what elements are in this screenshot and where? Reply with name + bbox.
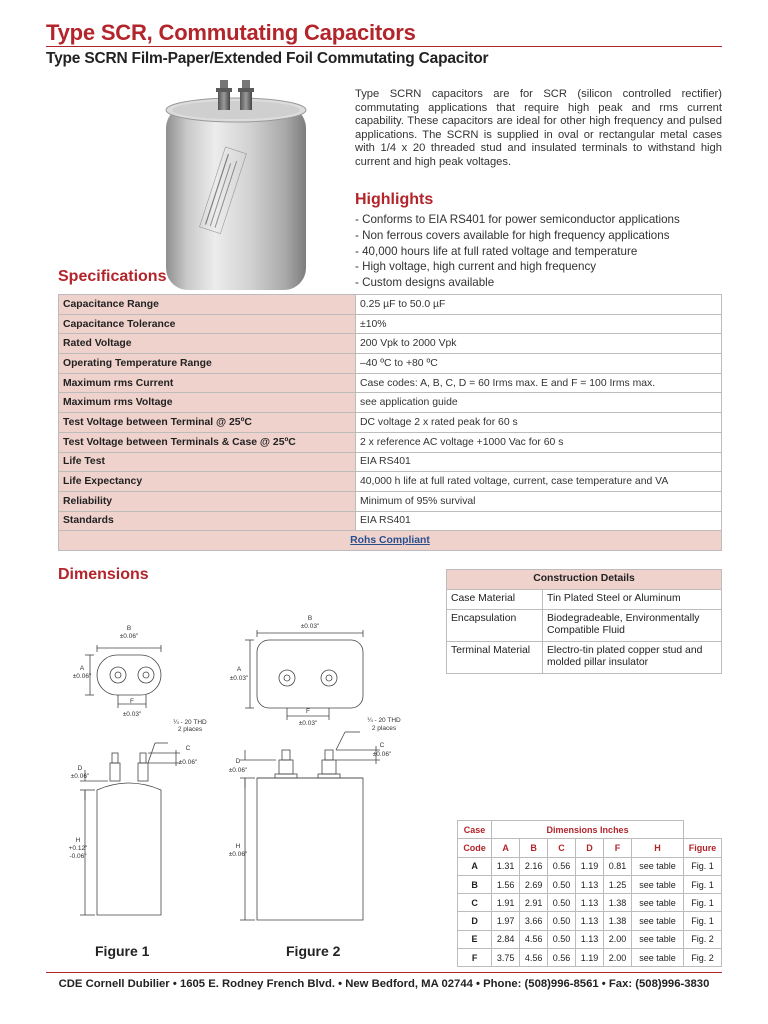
table-cell: 1.25 (604, 875, 632, 893)
table-row (59, 295, 722, 315)
highlights-list (355, 212, 725, 291)
table-row (59, 432, 722, 452)
spec-label: Rated Voltage (59, 334, 356, 354)
fig2-thread-label: ¼ - 20 THD (367, 717, 401, 724)
fig1-top-view (97, 655, 161, 695)
column-header: H (632, 839, 684, 857)
fig2-c-label: C (379, 742, 385, 749)
table-cell: 1.97 (492, 912, 520, 930)
table-cell: 0.50 (548, 912, 576, 930)
fig1-d-tolerance: ±0.06" (70, 773, 90, 780)
fig2-c-tolerance: ±0.06" (372, 751, 392, 758)
spec-label: Capacitance Tolerance (59, 314, 356, 334)
fig1-thread-label: ¼ - 20 THD (173, 719, 207, 726)
fig1-a-label: A (79, 665, 85, 672)
table-row (59, 314, 722, 334)
table-row (59, 511, 722, 531)
table-row (447, 590, 722, 610)
intro-paragraph: Type SCRN capacitors are for SCR (silicon controlled rectifier) commutating applications that require high peak and rms current capability. These capacitors are ideal for other high frequency and pulsed applications. The SCRN is supplied in oval or rectangular metal cases with 1/4 x 20 threaded stud and insulated terminals to withstand high current and high peak voltages. (355, 88, 722, 168)
spec-value: see application guide (356, 393, 722, 413)
spec-value: EIA RS401 (356, 452, 722, 472)
spec-value: 200 Vpk to 2000 Vpk (356, 334, 722, 354)
table-cell: 1.13 (576, 875, 604, 893)
table-row (59, 334, 722, 354)
column-header: C (548, 839, 576, 857)
spec-label: Test Voltage between Terminals & Case @ 25ºC (59, 432, 356, 452)
spec-label: Maximum rms Current (59, 373, 356, 393)
specifications-heading: Specifications (58, 268, 167, 285)
table-row (458, 912, 722, 930)
table-cell: 0.56 (548, 857, 576, 875)
list-item: - Non ferrous covers available for high frequency applications (355, 228, 670, 242)
table-cell: 1.31 (492, 857, 520, 875)
highlights-heading: Highlights (355, 191, 434, 208)
spec-label: Operating Temperature Range (59, 354, 356, 374)
construction-label: Encapsulation (447, 609, 543, 641)
fig1-d-label: D (77, 765, 83, 772)
table-cell: 2.00 (604, 949, 632, 967)
table-row (458, 949, 722, 967)
table-cell: Fig. 2 (684, 930, 722, 948)
figure-2-caption: Figure 2 (286, 943, 341, 959)
table-cell: 0.50 (548, 875, 576, 893)
capacitor-photo (150, 80, 320, 290)
table-row (59, 452, 722, 472)
table-cell: 1.13 (576, 894, 604, 912)
construction-value: Biodegradeable, Environmentally Compatible Fluid (543, 609, 722, 641)
rohs-row (59, 531, 722, 551)
column-header: B (520, 839, 548, 857)
spec-label: Reliability (59, 491, 356, 511)
table-row (458, 857, 722, 875)
case-code: F (458, 949, 492, 967)
fig1-h-tolerance-minus: -0.06" (69, 853, 87, 860)
construction-table (446, 569, 722, 674)
table-cell: Fig. 1 (684, 875, 722, 893)
table-row (458, 821, 722, 839)
fig1-h-tolerance-plus: +0.12" (68, 845, 88, 852)
table-row (458, 894, 722, 912)
table-cell: 2.00 (604, 930, 632, 948)
table-row (458, 875, 722, 893)
fig2-d-tolerance: ±0.06" (228, 767, 248, 774)
table-cell: see table (632, 857, 684, 875)
table-cell: 0.81 (604, 857, 632, 875)
list-item: - Custom designs available (355, 276, 495, 290)
case-code: C (458, 894, 492, 912)
spec-label: Life Expectancy (59, 472, 356, 492)
table-row (59, 373, 722, 393)
spec-value: ±10% (356, 314, 722, 334)
table-cell: see table (632, 875, 684, 893)
table-cell: 4.56 (520, 949, 548, 967)
fig2-b-label: B (307, 615, 313, 622)
table-cell: Fig. 1 (684, 894, 722, 912)
fig2-a-tolerance: ±0.03" (229, 675, 249, 682)
table-row (447, 609, 722, 641)
table-cell: see table (632, 894, 684, 912)
case-header: Case (458, 821, 492, 839)
case-code: B (458, 875, 492, 893)
spec-value: DC voltage 2 x rated peak for 60 s (356, 413, 722, 433)
fig1-c-label: C (185, 745, 191, 752)
column-header: D (576, 839, 604, 857)
code-header: Code (458, 839, 492, 857)
spec-value: EIA RS401 (356, 511, 722, 531)
figure-1-caption: Figure 1 (95, 943, 150, 959)
fig1-f-label: F (130, 698, 134, 705)
list-item: - Conforms to EIA RS401 for power semiconductor applications (355, 213, 680, 226)
fig1-b-tolerance: ±0.06" (119, 633, 139, 640)
table-cell: 2.69 (520, 875, 548, 893)
table-row (59, 531, 722, 551)
table-cell: 1.91 (492, 894, 520, 912)
fig2-top-view (257, 640, 363, 708)
case-code: E (458, 930, 492, 948)
table-cell: Fig. 1 (684, 912, 722, 930)
title-divider (46, 46, 722, 47)
construction-heading: Construction Details (447, 570, 722, 590)
figure-header: Figure (684, 839, 722, 857)
table-cell: 1.19 (576, 857, 604, 875)
list-item: - High voltage, high current and high frequency (355, 260, 597, 274)
table-row (59, 491, 722, 511)
construction-label: Terminal Material (447, 641, 543, 673)
spec-value: 0.25 µF to 50.0 µF (356, 295, 722, 315)
fig1-f-tolerance: ±0.03" (122, 711, 142, 718)
fig1-h-label: H (75, 837, 81, 844)
spec-label: Test Voltage between Terminal @ 25ºC (59, 413, 356, 433)
table-cell: 0.50 (548, 930, 576, 948)
table-row (59, 413, 722, 433)
column-header: F (604, 839, 632, 857)
table-cell: 4.56 (520, 930, 548, 948)
spec-label: Life Test (59, 452, 356, 472)
table-cell: 1.13 (576, 930, 604, 948)
spec-value: Case codes: A, B, C, D = 60 Irms max. E and F = 100 Irms max. (356, 373, 722, 393)
fig2-d-label: D (235, 758, 241, 765)
table-cell: 3.66 (520, 912, 548, 930)
fig2-thread-places: 2 places (371, 725, 397, 732)
spec-label: Standards (59, 511, 356, 531)
dimensions-group-header: Dimensions Inches (492, 821, 684, 839)
case-code: D (458, 912, 492, 930)
table-cell: 0.56 (548, 949, 576, 967)
fig1-thread-places: 2 places (177, 726, 203, 733)
table-cell: Fig. 2 (684, 949, 722, 967)
page-subtitle: Type SCRN Film-Paper/Extended Foil Commutating Capacitor (46, 50, 489, 67)
spec-value: 2 x reference AC voltage +1000 Vac for 60 s (356, 432, 722, 452)
table-cell: see table (632, 949, 684, 967)
case-code: A (458, 857, 492, 875)
table-cell: 0.50 (548, 894, 576, 912)
table-cell: 3.75 (492, 949, 520, 967)
table-cell: 1.38 (604, 912, 632, 930)
table-cell: 1.19 (576, 949, 604, 967)
table-row (458, 839, 722, 857)
construction-value: Tin Plated Steel or Aluminum (543, 590, 722, 610)
table-row (59, 393, 722, 413)
table-row (59, 354, 722, 374)
table-cell: see table (632, 930, 684, 948)
table-row (458, 930, 722, 948)
fig2-b-tolerance: ±0.03" (300, 623, 320, 630)
construction-value: Electro-tin plated copper stud and molded pillar insulator (543, 641, 722, 673)
construction-label: Case Material (447, 590, 543, 610)
table-cell: 2.16 (520, 857, 548, 875)
specifications-table (58, 294, 722, 551)
table-cell: 2.84 (492, 930, 520, 948)
table-cell: 2.91 (520, 894, 548, 912)
fig1-c-tolerance: ±0.06" (178, 759, 198, 766)
footer-contact: CDE Cornell Dubilier • 1605 E. Rodney French Blvd. • New Bedford, MA 02744 • Phone: (508)996-8561 • Fax: (508)996-3830 (58, 978, 710, 990)
fig1-a-tolerance: ±0.06" (72, 673, 92, 680)
list-item: - 40,000 hours life at full rated voltage and temperature (355, 244, 638, 258)
fig2-a-label: A (236, 666, 242, 673)
column-header: A (492, 839, 520, 857)
spec-label: Maximum rms Voltage (59, 393, 356, 413)
spec-value: Minimum of 95% survival (356, 491, 722, 511)
fig2-h-tolerance: ±0.06" (228, 851, 248, 858)
table-cell: see table (632, 912, 684, 930)
table-cell: 1.56 (492, 875, 520, 893)
page-title: Type SCR, Commutating Capacitors (46, 20, 416, 45)
fig2-f-tolerance: ±0.03" (298, 720, 318, 727)
spec-label: Capacitance Range (59, 295, 356, 315)
table-cell: Fig. 1 (684, 857, 722, 875)
fig1-b-label: B (126, 625, 132, 632)
table-row (447, 641, 722, 673)
dimensions-table (457, 820, 722, 967)
rohs-compliant-link[interactable]: Rohs Compliant (350, 535, 430, 547)
spec-value: 40,000 h life at full rated voltage, current, case temperature and VA (356, 472, 722, 492)
table-row (447, 570, 722, 590)
spec-value: –40 ºC to +80 ºC (356, 354, 722, 374)
footer-divider (46, 972, 722, 973)
table-cell: 1.13 (576, 912, 604, 930)
dimensions-heading: Dimensions (58, 566, 149, 583)
fig2-h-label: H (235, 843, 241, 850)
table-row (59, 472, 722, 492)
dimension-drawings (50, 600, 440, 935)
fig2-f-label: F (306, 708, 310, 715)
table-cell: 1.38 (604, 894, 632, 912)
